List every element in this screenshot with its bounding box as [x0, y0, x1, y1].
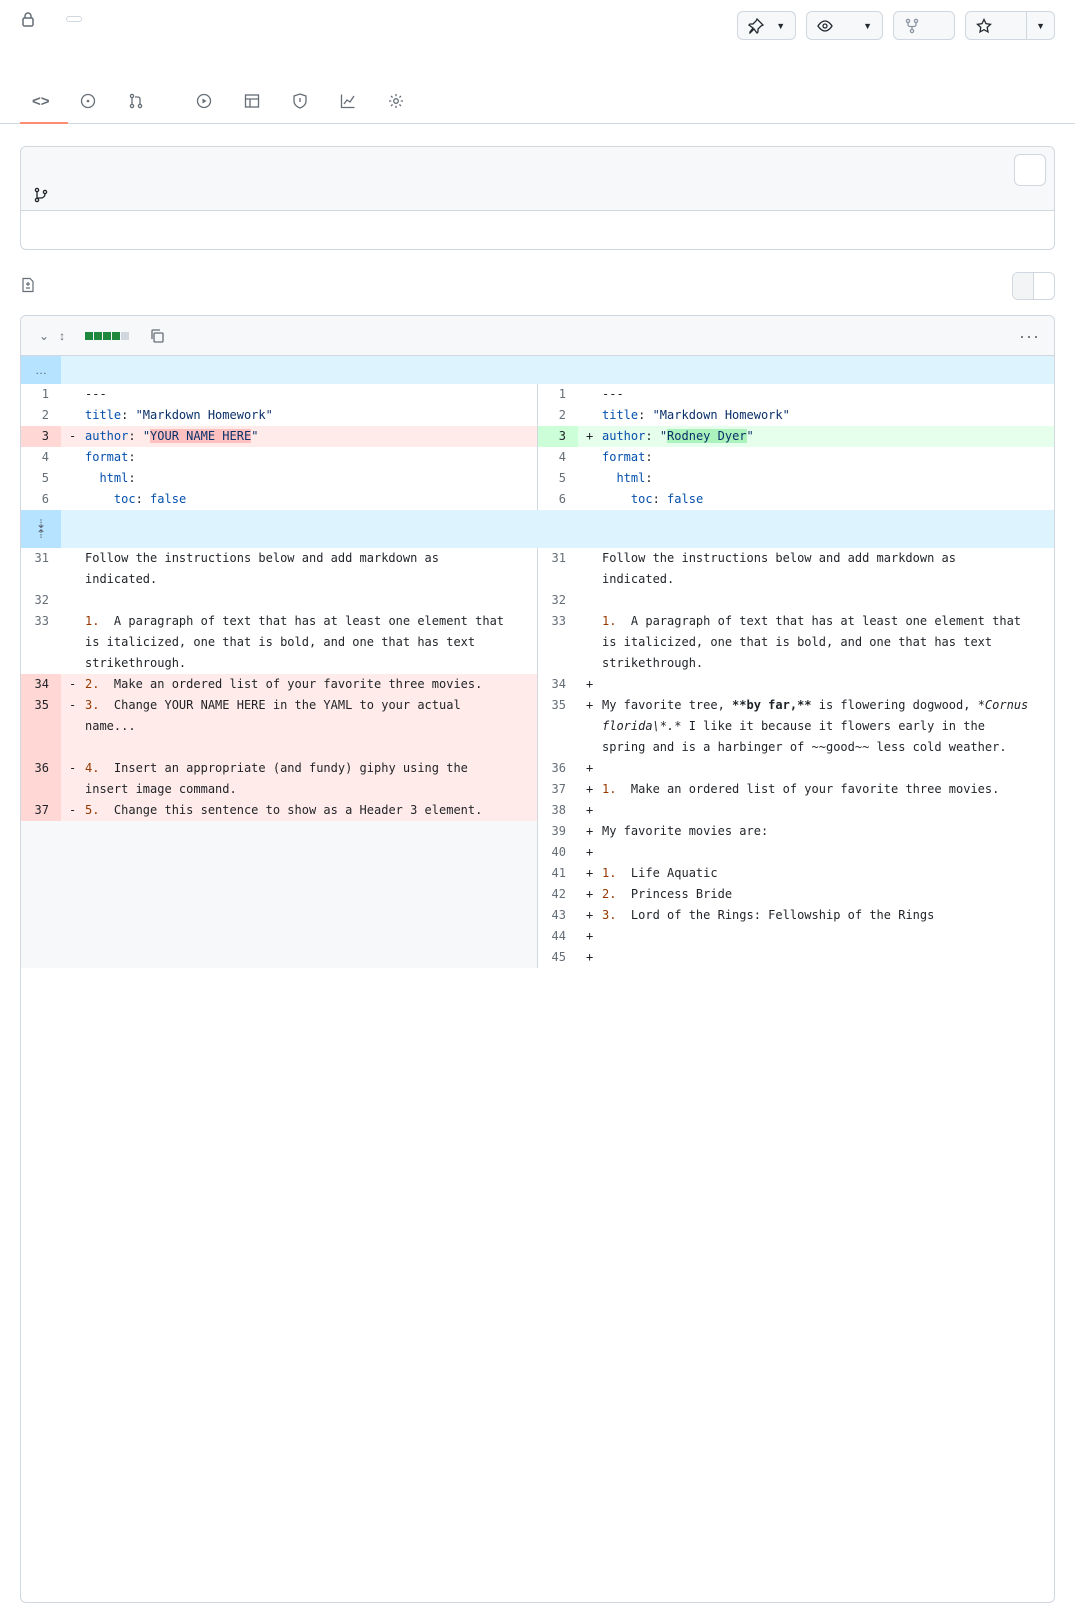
commit-branch[interactable] — [33, 187, 55, 203]
expand-both-icon[interactable]: ⇣ ⇡ — [21, 510, 61, 548]
shield-icon — [292, 93, 308, 109]
file-diff — [20, 315, 1055, 1603]
added-line: 41 + 1. Life Aquatic — [551, 866, 718, 880]
added-line: 36 + — [551, 761, 594, 775]
fork-icon — [904, 18, 920, 34]
diffstat-bar — [85, 332, 129, 340]
diff-view-toggle — [1012, 272, 1055, 300]
caret-down-icon: ▼ — [1036, 20, 1045, 31]
tab-settings[interactable] — [376, 82, 424, 120]
branch-icon — [33, 187, 49, 203]
code-icon: <> — [32, 93, 50, 110]
diff-summary — [20, 277, 60, 293]
play-icon — [196, 93, 212, 109]
file-diff-icon — [20, 277, 36, 293]
hunk-header-text — [61, 510, 75, 548]
diff-block — [21, 674, 1054, 968]
pull-request-icon — [128, 93, 144, 109]
star-button[interactable] — [965, 11, 1027, 40]
added-line: 40 + — [551, 845, 594, 859]
deleted-line: 35 - 3. Change YOUR NAME HERE in the YAML to your actual name... — [21, 695, 537, 758]
tab-insights[interactable] — [328, 82, 376, 120]
commit-title-area — [21, 147, 1054, 211]
lock-icon — [20, 11, 36, 27]
diff-table — [21, 356, 1054, 968]
unwatch-button[interactable] — [806, 11, 883, 40]
tab-code[interactable] — [20, 82, 68, 120]
deleted-line: 37 - 5. Change this sentence to show as a Header 3 element. — [21, 800, 537, 821]
diff-row: 3 - author: "YOUR NAME HERE" 3 + author: "Rodney Dyer" — [21, 426, 1054, 447]
table-icon — [244, 93, 260, 109]
deleted-line: 34 - 2. Make an ordered list of your favorite three movies. — [21, 674, 537, 695]
hunk-header — [21, 510, 1054, 548]
diff-row: 33 1. A paragraph of text that has at least one element that is italicized, one that is bold, and one that has text strikethrough. 33 1. A paragraph of text that has at least one element that is italicized, one that is bold, and one that has text strikethrough. — [21, 611, 1054, 674]
empty-filler — [21, 821, 537, 968]
fork-button[interactable] — [893, 11, 955, 40]
tab-actions[interactable] — [184, 82, 232, 120]
star-list-dropdown[interactable] — [1027, 11, 1055, 40]
hunk-header — [21, 356, 1054, 384]
added-line: 35 + My favorite tree, **by far,** is flowering dogwood, *Cornus florida\*.* I like it because it flowers early in the spring and is a harbinger of ~~good~~ less cold weather. — [551, 698, 1029, 754]
expand-all-icon[interactable]: ↕ — [59, 328, 66, 343]
added-line: 44 + — [551, 929, 594, 943]
added-line: 37 + 1. Make an ordered list of your favorite three movies. — [551, 782, 1000, 796]
added-line: 39 + My favorite movies are: — [551, 824, 769, 838]
caret-down-icon: ▼ — [863, 20, 873, 31]
repo-title — [20, 11, 82, 27]
commit-header — [20, 146, 1055, 250]
browse-files-button[interactable] — [1014, 154, 1046, 186]
visibility-badge — [66, 16, 82, 22]
split-view-button[interactable] — [1013, 273, 1034, 299]
eye-icon — [817, 18, 833, 34]
diff-row: 32 32 — [21, 590, 1054, 611]
added-line: 38 + — [551, 803, 594, 817]
repo-nav — [20, 82, 424, 124]
commit-meta-row — [21, 211, 1054, 250]
repo-header — [0, 0, 1075, 124]
tab-pull-requests[interactable] — [116, 82, 184, 120]
tab-issues[interactable] — [68, 82, 116, 120]
issue-icon — [80, 93, 96, 109]
kebab-menu-icon[interactable]: ··· — [1019, 326, 1040, 346]
diff-row: 1 --- 1 --- — [21, 384, 1054, 405]
added-line: 34 + — [551, 677, 594, 691]
graph-icon — [340, 93, 356, 109]
diff-row: 6 toc: false 6 toc: false — [21, 489, 1054, 510]
star-group — [965, 11, 1055, 40]
added-line: 45 + — [551, 950, 594, 964]
diff-row: 31 Follow the instructions below and add markdown as indicated. 31 Follow the instructions below and add markdown as indicated. — [21, 548, 1054, 590]
added-line: 42 + 2. Princess Bride — [551, 887, 733, 901]
added-line: 43 + 3. Lord of the Rings: Fellowship of the Rings — [551, 908, 935, 922]
copy-icon[interactable] — [149, 328, 165, 344]
repo-actions — [737, 11, 1055, 40]
tab-projects[interactable] — [232, 82, 280, 120]
expand-up-icon[interactable]: … — [21, 356, 61, 384]
deleted-line: 36 - 4. Insert an appropriate (and fundy) giphy using the insert image command. — [21, 758, 537, 800]
diff-row: 4 format: 4 format: — [21, 447, 1054, 468]
diff-row: 5 html: 5 html: — [21, 468, 1054, 489]
unified-view-button[interactable] — [1034, 273, 1054, 299]
edit-pins-button[interactable] — [737, 11, 796, 40]
pin-icon — [748, 18, 764, 34]
caret-down-icon: ▼ — [776, 20, 786, 31]
chevron-down-icon[interactable]: ⌄ — [39, 328, 50, 343]
star-icon — [976, 18, 992, 34]
file-header — [21, 316, 1054, 356]
gear-icon — [388, 93, 404, 109]
tab-security[interactable] — [280, 82, 328, 120]
diff-row: 2 title: "Markdown Homework" 2 title: "Markdown Homework" — [21, 405, 1054, 426]
hunk-header-text — [61, 356, 75, 384]
